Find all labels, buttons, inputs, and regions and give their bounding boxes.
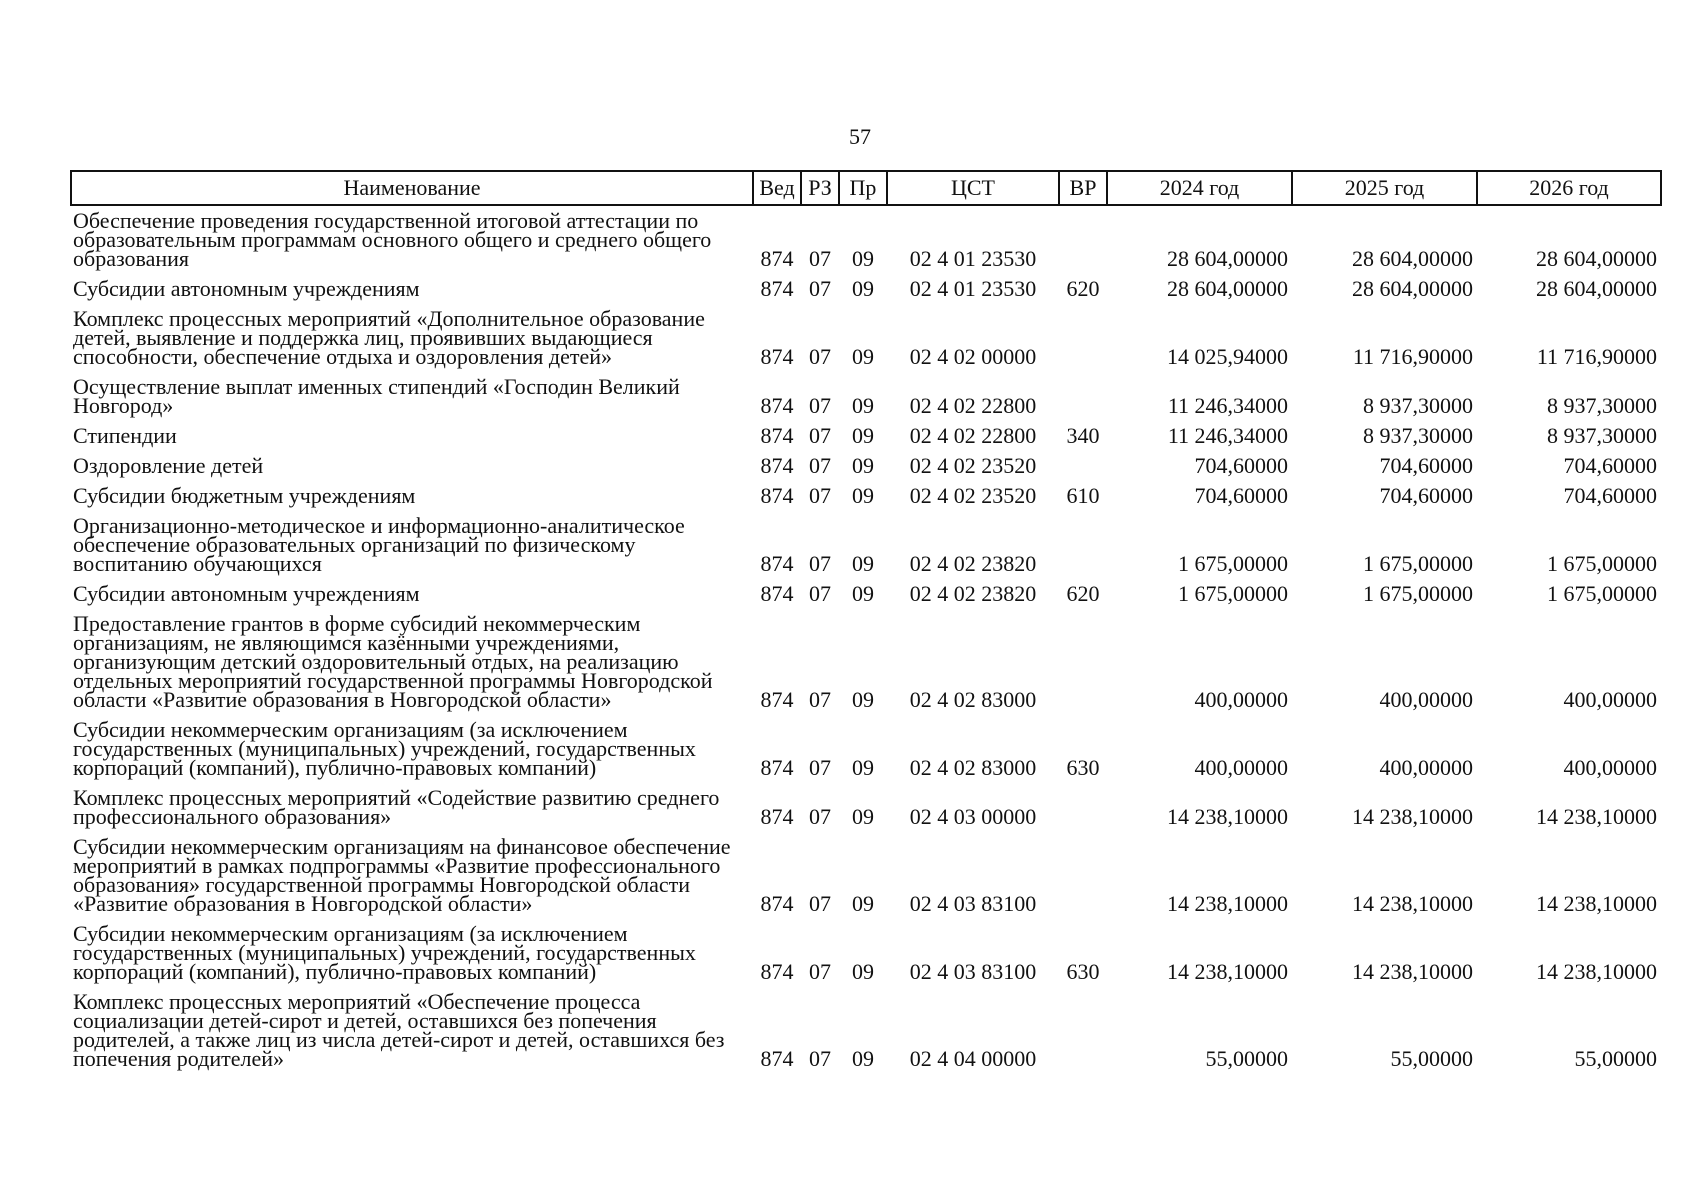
row-amount-2025: 8 937,30000: [1363, 393, 1473, 418]
row-ved: 874: [760, 344, 794, 369]
table-body: [71, 205, 1661, 1074]
row-cst: 02 4 03 83100: [909, 959, 1037, 984]
row-name: Субсидии некоммерческим организациям на финансовое обеспечение мероприятий в рамках подпрограммы «Развитие профессионального образования» государственной программы Новгородской области «Развитие образования в Новгородской области»: [73, 834, 731, 916]
row-name: Субсидии некоммерческим организациям (за исключением государственных (муниципальных) учреждений, государственных корпораций (компаний), публично-правовых компаний): [73, 717, 696, 780]
row-cst: 02 4 02 23520: [909, 483, 1037, 508]
row-cst: 02 4 02 23820: [909, 551, 1037, 576]
row-amount-2024: 28 604,00000: [1167, 276, 1288, 301]
row-name: Субсидии некоммерческим организациям (за исключением государственных (муниципальных) учреждений, государственных корпораций (компаний), публично-правовых компаний): [73, 921, 696, 984]
row-amount-2026: 28 604,00000: [1536, 276, 1657, 301]
row-pr: 09: [852, 246, 874, 271]
row-amount-2026: 400,00000: [1563, 687, 1657, 712]
row-vr: [1059, 304, 1107, 372]
row-pr: 09: [852, 483, 874, 508]
row-pr: 09: [852, 276, 874, 301]
row-rz: 07: [809, 804, 831, 829]
row-rz: 07: [809, 581, 831, 606]
row-cst: 02 4 02 22800: [909, 393, 1037, 418]
row-rz: 07: [809, 755, 831, 780]
table-row: [71, 372, 1661, 421]
row-rz: 07: [809, 1046, 831, 1071]
row-vr: 620: [1066, 581, 1100, 606]
row-amount-2026: 55,00000: [1574, 1046, 1657, 1071]
row-ved: 874: [760, 804, 794, 829]
table-row: [71, 783, 1661, 832]
table-row: [71, 579, 1661, 609]
row-vr: [1059, 832, 1107, 919]
row-pr: 09: [852, 755, 874, 780]
row-rz: 07: [809, 891, 831, 916]
header-2025: 2025 год: [1292, 171, 1477, 205]
row-amount-2025: 11 716,90000: [1352, 344, 1473, 369]
row-amount-2025: 704,60000: [1379, 453, 1473, 478]
row-pr: 09: [852, 687, 874, 712]
row-amount-2024: 28 604,00000: [1167, 246, 1288, 271]
row-rz: 07: [809, 344, 831, 369]
row-vr: [1059, 783, 1107, 832]
row-amount-2025: 55,00000: [1390, 1046, 1473, 1071]
row-amount-2025: 400,00000: [1379, 755, 1473, 780]
row-pr: 09: [852, 804, 874, 829]
row-pr: 09: [852, 453, 874, 478]
row-name: Субсидии автономным учреждениям: [73, 276, 420, 301]
row-amount-2024: 11 246,34000: [1167, 393, 1288, 418]
row-ved: 874: [760, 891, 794, 916]
row-cst: 02 4 02 23520: [909, 453, 1037, 478]
row-vr: 630: [1066, 755, 1100, 780]
table-row: [71, 481, 1661, 511]
row-amount-2026: 704,60000: [1563, 453, 1657, 478]
row-name: Комплекс процессных мероприятий «Дополнительное образование детей, выявление и поддержка лиц, проявивших выдающиеся способности, обеспечение отдыха и оздоровления детей»: [73, 306, 705, 369]
row-pr: 09: [852, 423, 874, 448]
row-name: Субсидии бюджетным учреждениям: [73, 483, 416, 508]
row-amount-2026: 704,60000: [1563, 483, 1657, 508]
row-ved: 874: [760, 551, 794, 576]
row-rz: 07: [809, 483, 831, 508]
row-amount-2025: 14 238,10000: [1352, 804, 1473, 829]
row-name: Предоставление грантов в форме субсидий некоммерческим организациям, не являющимся казёнными учреждениями, организующим детский оздоровительный отдых, на реализацию отдельных мероприятий государственной программы Новгородской области «Развитие образования в Новгородской области»: [73, 611, 713, 712]
row-amount-2024: 14 238,10000: [1167, 959, 1288, 984]
table-row: [71, 451, 1661, 481]
row-name: Комплекс процессных мероприятий «Обеспечение процесса социализации детей-сирот и детей, оставшихся без попечения родителей, а также лиц из числа детей-сирот и детей, оставшихся без попечения родителей»: [73, 989, 725, 1071]
header-ved: Вед: [753, 171, 801, 205]
row-rz: 07: [809, 453, 831, 478]
row-rz: 07: [809, 246, 831, 271]
row-ved: 874: [760, 246, 794, 271]
row-ved: 874: [760, 687, 794, 712]
row-cst: 02 4 02 22800: [909, 423, 1037, 448]
row-amount-2025: 14 238,10000: [1352, 959, 1473, 984]
row-cst: 02 4 02 83000: [909, 687, 1037, 712]
header-pr: Пр: [839, 171, 887, 205]
row-pr: 09: [852, 1046, 874, 1071]
row-pr: 09: [852, 891, 874, 916]
row-amount-2025: 28 604,00000: [1352, 246, 1473, 271]
row-cst: 02 4 02 23820: [909, 581, 1037, 606]
header-cst: ЦСТ: [887, 171, 1059, 205]
row-amount-2026: 14 238,10000: [1536, 891, 1657, 916]
row-rz: 07: [809, 959, 831, 984]
header-2024: 2024 год: [1107, 171, 1292, 205]
row-amount-2026: 28 604,00000: [1536, 246, 1657, 271]
row-amount-2026: 1 675,00000: [1547, 551, 1657, 576]
row-vr: [1059, 511, 1107, 579]
row-amount-2025: 1 675,00000: [1363, 551, 1473, 576]
row-ved: 874: [760, 453, 794, 478]
row-amount-2024: 704,60000: [1194, 453, 1288, 478]
header-vr: ВР: [1059, 171, 1107, 205]
row-vr: [1059, 451, 1107, 481]
table-row: [71, 304, 1661, 372]
row-name: Обеспечение проведения государственной итоговой аттестации по образовательным программам основного общего и среднего общего образования: [73, 208, 712, 271]
row-rz: 07: [809, 687, 831, 712]
table-header-row: [71, 171, 1661, 205]
row-vr: 620: [1066, 276, 1100, 301]
row-amount-2026: 8 937,30000: [1547, 393, 1657, 418]
row-amount-2025: 400,00000: [1379, 687, 1473, 712]
row-vr: [1059, 609, 1107, 715]
row-cst: 02 4 03 00000: [909, 804, 1037, 829]
table-row: [71, 832, 1661, 919]
table-row: [71, 274, 1661, 304]
table-row: [71, 715, 1661, 783]
row-ved: 874: [760, 959, 794, 984]
row-amount-2025: 704,60000: [1379, 483, 1473, 508]
header-name: Наименование: [71, 171, 753, 205]
table-row: [71, 511, 1661, 579]
table-row: [71, 609, 1661, 715]
row-rz: 07: [809, 551, 831, 576]
table-row: [71, 987, 1661, 1074]
row-ved: 874: [760, 423, 794, 448]
row-cst: 02 4 04 00000: [909, 1046, 1037, 1071]
row-name: Оздоровление детей: [73, 453, 264, 478]
row-vr: [1059, 205, 1107, 274]
header-rz: РЗ: [801, 171, 839, 205]
row-cst: 02 4 02 00000: [909, 344, 1037, 369]
row-ved: 874: [760, 483, 794, 508]
row-ved: 874: [760, 393, 794, 418]
row-amount-2024: 14 238,10000: [1167, 891, 1288, 916]
row-amount-2024: 55,00000: [1205, 1046, 1288, 1071]
row-name: Комплекс процессных мероприятий «Содействие развитию среднего профессионального образования»: [73, 785, 720, 829]
row-amount-2024: 704,60000: [1194, 483, 1288, 508]
row-amount-2024: 14 238,10000: [1167, 804, 1288, 829]
row-amount-2024: 400,00000: [1194, 687, 1288, 712]
table-row: [71, 421, 1661, 451]
row-ved: 874: [760, 1046, 794, 1071]
row-amount-2025: 14 238,10000: [1352, 891, 1473, 916]
row-vr: 340: [1066, 423, 1100, 448]
row-amount-2026: 8 937,30000: [1547, 423, 1657, 448]
row-vr: [1059, 372, 1107, 421]
header-2026: 2026 год: [1477, 171, 1661, 205]
row-amount-2026: 14 238,10000: [1536, 804, 1657, 829]
row-cst: 02 4 03 83100: [909, 891, 1037, 916]
row-ved: 874: [760, 276, 794, 301]
row-amount-2026: 11 716,90000: [1536, 344, 1657, 369]
row-cst: 02 4 01 23530: [909, 276, 1037, 301]
row-pr: 09: [852, 959, 874, 984]
row-cst: 02 4 01 23530: [909, 246, 1037, 271]
row-amount-2025: 28 604,00000: [1352, 276, 1473, 301]
row-rz: 07: [809, 276, 831, 301]
row-amount-2024: 1 675,00000: [1178, 551, 1288, 576]
row-name: Осуществление выплат именных стипендий «Господин Великий Новгород»: [73, 374, 680, 418]
row-pr: 09: [852, 551, 874, 576]
row-amount-2024: 14 025,94000: [1167, 344, 1288, 369]
row-rz: 07: [809, 393, 831, 418]
row-amount-2026: 14 238,10000: [1536, 959, 1657, 984]
row-rz: 07: [809, 423, 831, 448]
row-vr: 610: [1066, 483, 1100, 508]
row-vr: [1059, 987, 1107, 1074]
row-vr: 630: [1066, 959, 1100, 984]
row-pr: 09: [852, 344, 874, 369]
table-row: [71, 205, 1661, 274]
row-amount-2026: 400,00000: [1563, 755, 1657, 780]
row-amount-2025: 1 675,00000: [1363, 581, 1473, 606]
row-ved: 874: [760, 581, 794, 606]
row-amount-2024: 11 246,34000: [1167, 423, 1288, 448]
page-number: 57: [849, 124, 871, 149]
budget-table: [70, 170, 1662, 1074]
row-cst: 02 4 02 83000: [909, 755, 1037, 780]
row-amount-2025: 8 937,30000: [1363, 423, 1473, 448]
row-amount-2024: 1 675,00000: [1178, 581, 1288, 606]
row-pr: 09: [852, 581, 874, 606]
row-name: Организационно-методическое и информационно-аналитическое обеспечение образовательных организаций по физическому воспитанию обучающихся: [73, 513, 685, 576]
table-row: [71, 919, 1661, 987]
row-name: Субсидии автономным учреждениям: [73, 581, 420, 606]
row-pr: 09: [852, 393, 874, 418]
row-amount-2026: 1 675,00000: [1547, 581, 1657, 606]
row-amount-2024: 400,00000: [1194, 755, 1288, 780]
row-ved: 874: [760, 755, 794, 780]
row-name: Стипендии: [73, 423, 177, 448]
